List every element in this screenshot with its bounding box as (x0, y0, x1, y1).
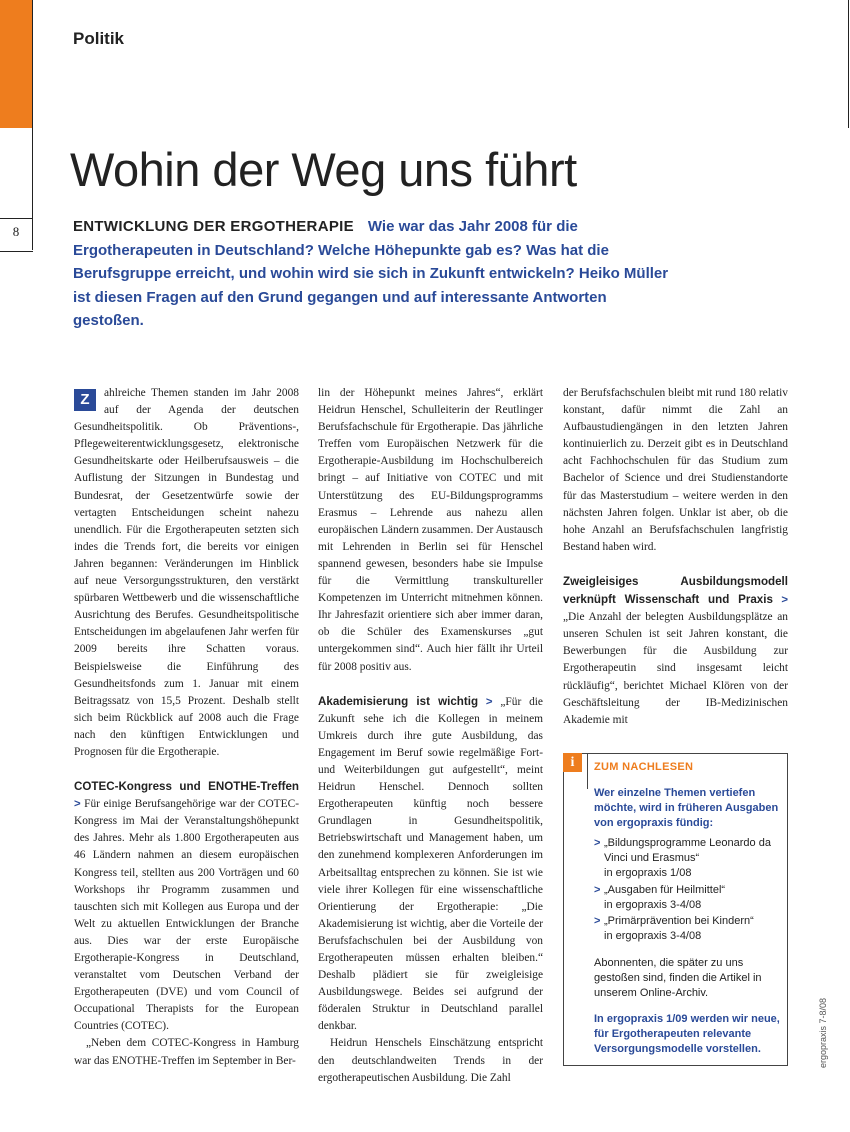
paragraph: „Neben dem COTEC-Kongress in Hamburg war das ENOTHE-Treffen im September in Ber- (74, 1037, 299, 1067)
paragraph: lin der Höhepunkt meines Jahres“, erklärt Heidrun Henschel, Schulleiterin der Reutlinger Berufsfachschule für Ergotherapie. Das jährliche Treffen vom Europäischen Netzwerk für die Ergotherapie-Ausbildung im Hochschulbereich bringt – auf Initiative von COTEC und mit Unterstützung des EU-Bildungsprogramms Erasmus – Lehrende aus nahezu allen europäischen Ländern zusammen. Der Austausch mit Lehrenden in Berlin sei für Henschel spannend gewesen, besonders habe sie Impulse für die Vermittlung transkultureller Kompetenzen im Unterricht mitnehmen können. Ihr Jahresfazit orientiere sich aber immer daran, ob die Schüler des Examenskurses „gut untergekommen sind“. Auch hier fällt ihr Urteil für 2008 positiv aus. (318, 387, 543, 673)
page-number: 8 (12, 224, 20, 239)
paragraph: Heidrun Henschels Einschätzung entspricht den deutschlandweiten Trends in der ergotherapeutischen Ausbildung. Die Zahl (318, 1037, 543, 1084)
subheading: Akademisierung ist wichtig (318, 694, 479, 708)
text-column-2 (318, 385, 543, 1087)
info-box-title: ZUM NACHLESEN (594, 761, 694, 773)
subheading: Zweigleisiges Ausbildungsmodell verknüpft Wissenschaft und Praxis (563, 574, 788, 607)
reference-list (594, 836, 784, 944)
paragraph: Zweigleisiges Ausbildungsmodell verknüpft Wissenschaft und Praxis > „Die Anzahl der belegten Ausbildungsplätze an unseren Schulen ist seit Jahren konstant, die Bewerbungen für die Ausbildung zur Ergotherapeutin sind insgesamt leicht rückläufig“, berichtet Michael Klören von der Geschäftsleitung der IB-Medizinischen Akademie mit (563, 574, 788, 726)
section-color-tab (0, 0, 32, 128)
info-box-body (594, 786, 784, 1057)
text-column-3 (563, 385, 788, 729)
article-title: Wohin der Weg uns führt (70, 143, 577, 196)
arrow-icon: > (594, 883, 601, 896)
text-column-1 (74, 385, 299, 1070)
article-lead (73, 215, 673, 333)
list-item: > „Primärprävention bei Kindern“ in ergopraxis 3-4/08 (594, 915, 754, 943)
paragraph: Z ahlreiche Themen standen im Jahr 2008 auf der Agenda der deutschen Gesundheitspolitik. Ob Präventions-, Pflegeweiterentwicklungsgesetz, elektronische Gesundheitskarte oder Heilberufsausweis – die Auflistung der Sitzungen in Bundestag und Bundesrat, der Gesetzentwürfe sowie der vertagten Entscheidungen scheint nahezu unendlich. Für die Ergotherapeuten setzten sich indes die Trends fort, die bereits vor einigen Jahren begannen: Veränderungen im Hinblick auf neue Versorgungsstrukturen, den verstärkt spürbaren Wettbewerb und die wissenschaftliche Ausrichtung des Berufes. Gesundheitspolitische Entscheidungen im abgelaufenen Jahr werfen für 2009 bereits ihre Schatten voraus. Beispielsweise die Einführung des Gesundheitsfonds zum 1. Januar mit einem Beitragssatz von 15,5 Prozent. Deshalb stellt sich beim Rückblick auf 2008 auch die Frage nach den künftigen Entwicklungen und Prognosen für die Ergotherapie. (74, 387, 299, 758)
drop-cap: Z (74, 389, 96, 411)
margin-rule (32, 0, 33, 250)
paragraph: COTEC-Kongress und ENOTHE-Treffen > Für einige Berufsangehörige war der COTEC-Kongress im Mai der Veranstaltungshöhepunkt des Jahres. Mehr als 1.800 Ergotherapeuten aus 46 Ländern nahmen an diesem europäischen Kongress teil, stellten aus 200 Vorträgen und 60 Workshops ihr Programm zusammen und tauschten sich mit Kollegen aus Europa und der Welt zu aktuellen Entwicklungen der Branche aus. Dies war der erste Europäische Ergotherapie-Kongress in Deutschland, veranstaltet vom Deutschen Verband der Ergotherapeuten (DVE) und vom Council of Occupational Therapists for the European Countries (COTEC). (74, 780, 299, 1033)
lead-text: Wie war das Jahr 2008 für die Ergotherapeuten in Deutschland? Welche Höhepunkte gab es? Was hat die Berufsgruppe erreicht, und wohin wird sie sich in Zukunft entwickeln? Heiko Müller ist diesen Fragen auf den Grund gegangen und auf interessante Antworten gestoßen. (73, 218, 669, 329)
info-box-note: Abonnenten, die später zu uns gestoßen sind, finden die Artikel in unserem Online-Archiv. (594, 956, 762, 999)
info-box-divider (587, 753, 588, 789)
arrow-icon: > (781, 594, 788, 607)
arrow-icon: > (594, 837, 601, 850)
info-icon: i (563, 753, 582, 772)
info-box-intro: Wer einzelne Themen vertiefen möchte, wird in früheren Ausgaben von ergopraxis fündig: (594, 787, 779, 829)
right-margin-rule (848, 0, 849, 128)
subheading: COTEC-Kongress und ENOTHE-Treffen (74, 780, 299, 794)
arrow-icon: > (74, 798, 81, 811)
list-item: > „Ausgaben für Heilmittel“ in ergopraxis 3-4/08 (594, 883, 726, 911)
list-item: > „Bildungsprogramme Leonardo da Vinci und Erasmus“ in ergopraxis 1/08 (594, 837, 771, 879)
article-kicker: ENTWICKLUNG DER ERGOTHERAPIE (73, 218, 354, 235)
paragraph: der Berufsfachschulen bleibt mit rund 180 relativ konstant, dafür nimmt die Zahl an Aufbaustudiengängen in den letzten Jahren kontinuierlich zu. Derzeit gibt es in Deutschland acht Fachhochschulen für das Studium zum Bachelor of Science und drei Studienstandorte für das Masterstudium – weitere werden in den nächsten Jahren folgen. Unklar ist aber, ob die hohe Anzahl an Berufsfachschulen langfristig Bestand haben wird. (563, 387, 788, 553)
issue-footer: ergopraxis 7-8/08 (818, 997, 828, 1068)
section-label: Politik (73, 29, 125, 48)
arrow-icon: > (485, 695, 493, 708)
paragraph: Akademisierung ist wichtig > „Für die Zukunft sehe ich die Kollegen in meinem Umkreis durch ihre gute Ausbildung, das Engagement im Beruf sowie regelmäßige Fort- und Weiterbildungen gut aufgestellt“, meint Heidrun Henschel. Dennoch sollten Ergotherapeuten künftig noch bessere Grundlagen in Gesundheitspolitik, Betriebswirtschaft und Management haben, um den zunehmend komplexeren Anforderungen im Arbeitsalltag entsprechen zu können. Sie ist wie viele ihrer Kollegen für eine wissenschaftliche Orientierung der Ergotherapie: „Die Akademisierung ist wichtig, aber die Vorteile der Berufsfachschulen bei der Ausbildung von Ergotherapeuten müssen erhalten bleiben.“ Deshalb plädiert sie für zweigleisige Ausbildungswege. Beides sei aufgrund der föderalen Struktur in Deutschland parallel denkbar. (318, 694, 543, 1033)
info-box-outro: In ergopraxis 1/09 werden wir neue, für Ergotherapeuten relevante Versorgungsmodelle vorstellen. (594, 1013, 780, 1055)
arrow-icon: > (594, 915, 601, 928)
